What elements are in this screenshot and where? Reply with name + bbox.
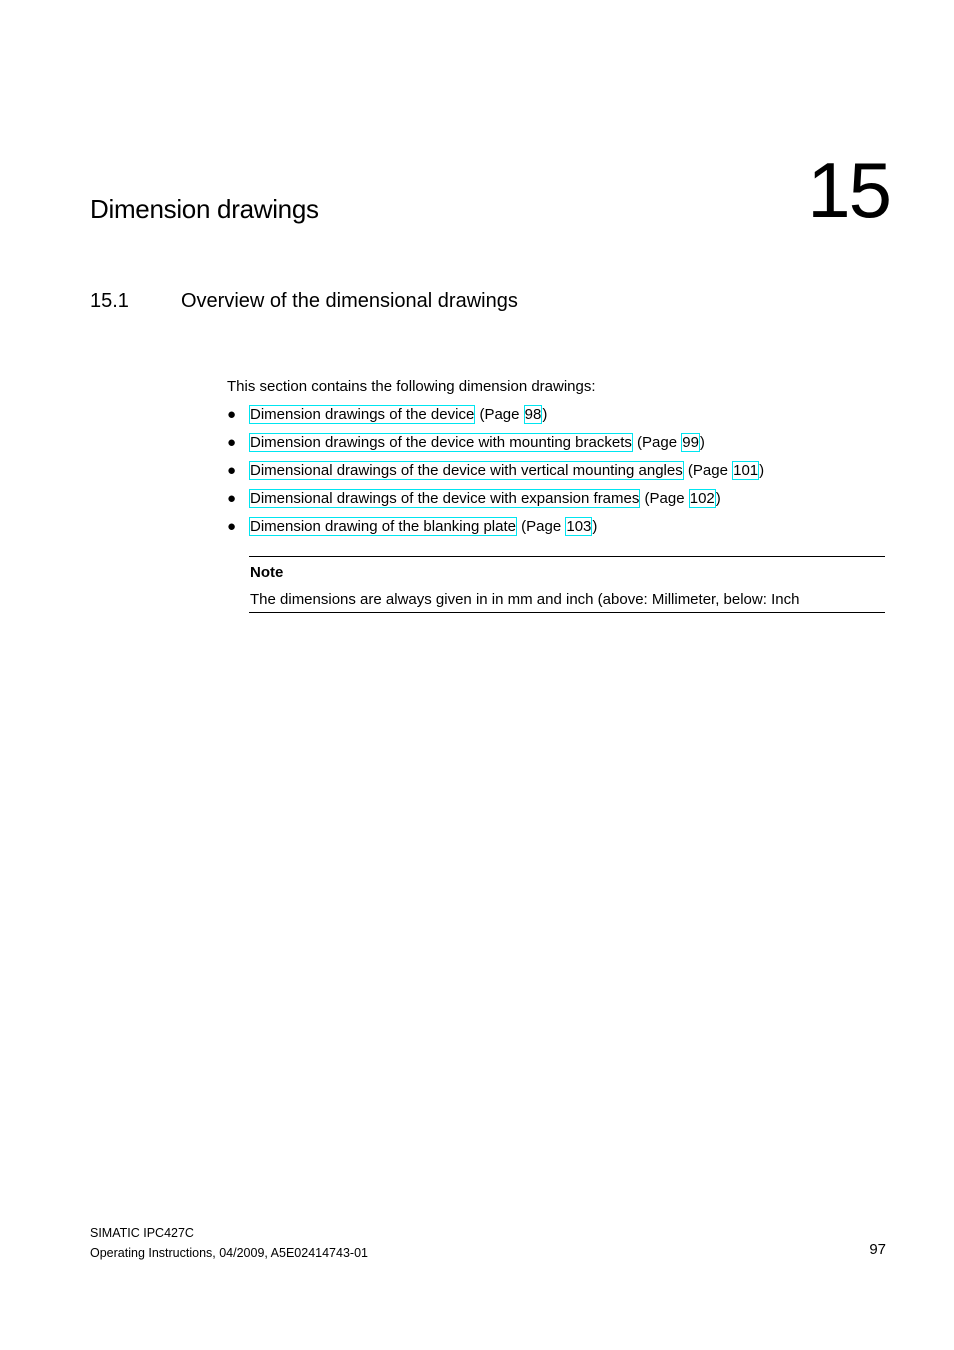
page-ref-suffix: ) [592, 518, 598, 535]
page-ref-suffix: ) [699, 434, 705, 451]
footer-doc-info: Operating Instructions, 04/2009, A5E02414743-01 [90, 1246, 368, 1260]
page-ref-prefix: (Page [683, 462, 733, 479]
drawing-link[interactable]: Dimensional drawings of the device with expansion frames [250, 490, 640, 507]
intro-text: This section contains the following dimension drawings: [227, 378, 596, 395]
footer-product: SIMATIC IPC427C [90, 1226, 194, 1240]
bullet-icon: ● [227, 490, 237, 507]
page-ref-prefix: (Page [632, 434, 682, 451]
note-label: Note [250, 564, 284, 581]
list-item [227, 403, 764, 431]
note-text: The dimensions are always given in in mm and inch (above: Millimeter, below: Inch [250, 591, 800, 608]
section-number: 15.1 [90, 290, 129, 312]
chapter-number: 15 [807, 146, 890, 234]
chapter-title: Dimension drawings [90, 194, 319, 224]
list-item [227, 515, 764, 543]
page-ref-suffix: ) [715, 490, 721, 507]
drawing-link[interactable]: Dimensional drawings of the device with vertical mounting angles [250, 462, 683, 479]
page-link[interactable]: 102 [689, 490, 715, 507]
page-ref-suffix: ) [759, 462, 765, 479]
bullet-icon: ● [227, 462, 237, 479]
drawing-link[interactable]: Dimension drawings of the device [250, 406, 475, 423]
list-item [227, 487, 764, 515]
page-link[interactable]: 99 [682, 434, 699, 451]
page-ref-prefix: (Page [475, 406, 524, 423]
page-link[interactable]: 101 [733, 462, 759, 479]
bullet-icon: ● [227, 406, 237, 423]
drawing-link[interactable]: Dimension drawing of the blanking plate [250, 518, 516, 535]
page-ref-prefix: (Page [517, 518, 566, 535]
page-link[interactable]: 103 [566, 518, 592, 535]
drawing-list [227, 403, 764, 543]
note-box [249, 556, 885, 613]
drawing-link[interactable]: Dimension drawings of the device with mounting brackets [250, 434, 632, 451]
list-item [227, 431, 764, 459]
bullet-icon: ● [227, 518, 237, 535]
page-number: 97 [869, 1241, 886, 1258]
page-link[interactable]: 98 [524, 406, 542, 423]
page-ref-prefix: (Page [640, 490, 689, 507]
footer [90, 1223, 368, 1263]
bullet-icon: ● [227, 434, 237, 451]
section-title: Overview of the dimensional drawings [181, 290, 518, 312]
page-ref-suffix: ) [542, 406, 548, 423]
list-item [227, 459, 764, 487]
